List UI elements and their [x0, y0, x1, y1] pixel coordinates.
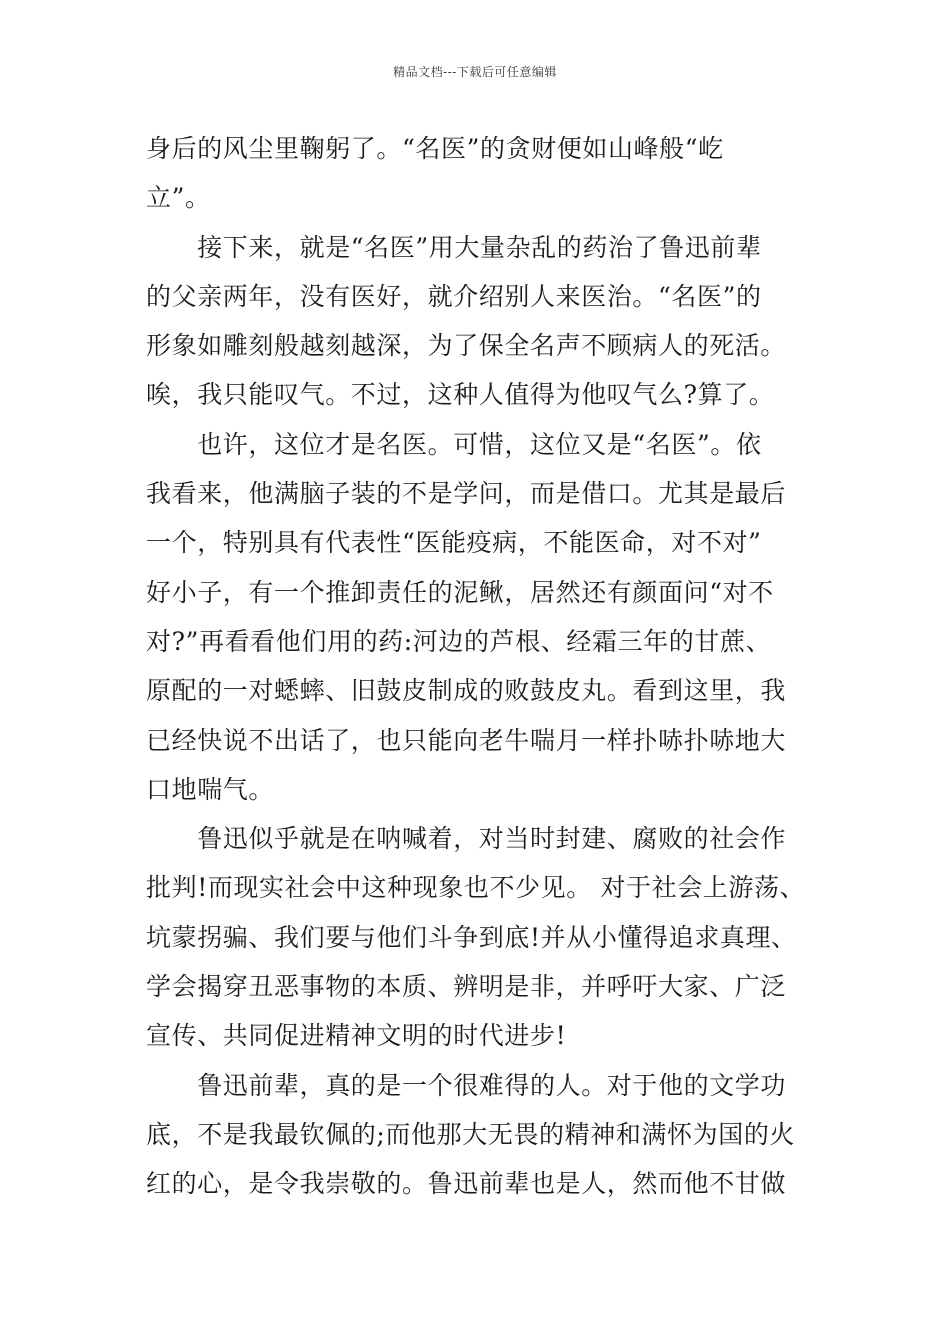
- text-line: 形象如雕刻般越刻越深，为了保全名声不顾病人的死活。: [146, 331, 787, 361]
- text-line: 原配的一对蟋蟀、旧鼓皮制成的败鼓皮丸。看到这里，我: [146, 676, 787, 706]
- text-line: 坑蒙拐骗、我们要与他们斗争到底!并从小懂得追求真理、: [146, 922, 797, 952]
- text-line: 身后的风尘里鞠躬了。“名医”的贪财便如山峰般“屹: [146, 134, 724, 163]
- text-line: 立”。: [146, 183, 211, 213]
- text-line: 的父亲两年，没有医好，就介绍别人来医治。“名医”的: [146, 281, 762, 311]
- text-line: 批判!而现实社会中这种现象也不少见。 对于社会上游荡、: [146, 873, 806, 903]
- text-line: 已经快说不出话了，也只能向老牛喘月一样扑哧扑哧地大: [146, 725, 787, 755]
- text-line: 学会揭穿丑恶事物的本质、辨明是非，并呼吁大家、广泛: [146, 972, 787, 1002]
- text-line: 底，不是我最钦佩的;而他那大无畏的精神和满怀为国的火: [146, 1119, 796, 1149]
- text-line: 鲁迅前辈，真的是一个很难得的人。对于他的文学功: [146, 1070, 787, 1100]
- text-line: 对?”再看看他们用的药:河边的芦根、经霜三年的甘蔗、: [146, 626, 772, 656]
- text-line: 我看来，他满脑子装的不是学问，而是借口。尤其是最后: [146, 479, 787, 509]
- text-line: 口地喘气。: [146, 774, 275, 804]
- body-text: [146, 124, 826, 1209]
- text-line: 也许，这位才是名医。可惜，这位又是“名医”。依: [146, 429, 762, 459]
- text-line: 唉，我只能叹气。不过，这种人值得为他叹气么?算了。: [146, 380, 775, 410]
- text-line: 鲁迅似乎就是在呐喊着，对当时封建、腐败的社会作: [146, 824, 787, 854]
- text-line: 接下来，就是“名医”用大量杂乱的药治了鲁迅前辈: [146, 232, 762, 262]
- page-header: 精品文档---下载后可任意编辑: [393, 65, 557, 79]
- text-line: 一个，特别具有代表性“医能疫病，不能医命，对不对”: [146, 528, 762, 558]
- text-line: 宣传、共同促进精神文明的时代进步!: [146, 1021, 567, 1051]
- text-line: 红的心，是令我崇敬的。鲁迅前辈也是人，然而他不甘做: [146, 1169, 787, 1199]
- text-line: 好小子，有一个推卸责任的泥鳅，居然还有颜面问“对不: [146, 577, 774, 607]
